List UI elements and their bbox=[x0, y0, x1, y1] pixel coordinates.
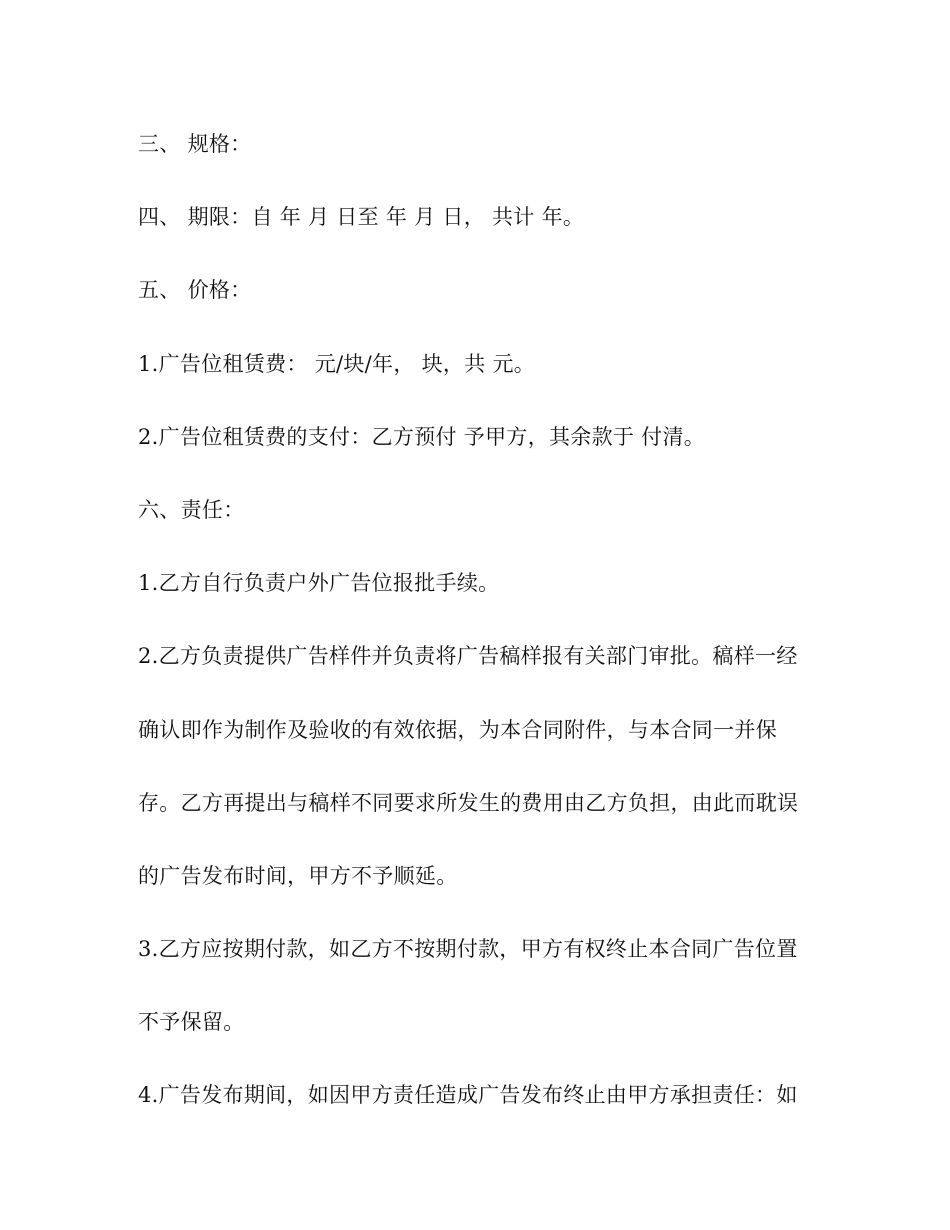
section-heading-responsibility: 六、责任： bbox=[138, 497, 245, 522]
responsibility-clause-2-line-2: 确认即作为制作及验收的有效依据，为本合同附件，与本合同一并保 bbox=[138, 717, 777, 742]
responsibility-clause-3-line-2: 不予保留。 bbox=[138, 1010, 245, 1035]
responsibility-clause-2-line-1: 2.乙方负责提供广告样件并负责将广告稿样报有关部门审批。稿样一经 bbox=[138, 644, 798, 669]
responsibility-clause-2-line-3: 存。乙方再提出与稿样不同要求所发生的费用由乙方负担，由此而耽误 bbox=[138, 790, 799, 815]
responsibility-clause-3-line-1: 3.乙方应按期付款，如乙方不按期付款，甲方有权终止本合同广告位置 bbox=[138, 937, 798, 962]
section-heading-price: 五、 价格： bbox=[138, 278, 252, 303]
section-heading-term: 四、 期限：自 年 月 日至 年 月 日， 共计 年。 bbox=[138, 205, 585, 230]
price-clause-1: 1.广告位租赁费： 元/块/年， 块，共 元。 bbox=[138, 351, 536, 376]
price-clause-2: 2.广告位租赁费的支付：乙方预付 予甲方，其余款于 付清。 bbox=[138, 424, 706, 449]
responsibility-clause-4-line-1: 4.广告发布期间，如因甲方责任造成广告发布终止由甲方承担责任：如 bbox=[138, 1083, 798, 1108]
responsibility-clause-2-line-4: 的广告发布时间，甲方不予顺延。 bbox=[138, 863, 458, 888]
section-heading-specification: 三、 规格： bbox=[138, 132, 252, 156]
document-body bbox=[138, 128, 828, 1153]
responsibility-clause-1: 1.乙方自行负责户外广告位报批手续。 bbox=[138, 571, 500, 596]
